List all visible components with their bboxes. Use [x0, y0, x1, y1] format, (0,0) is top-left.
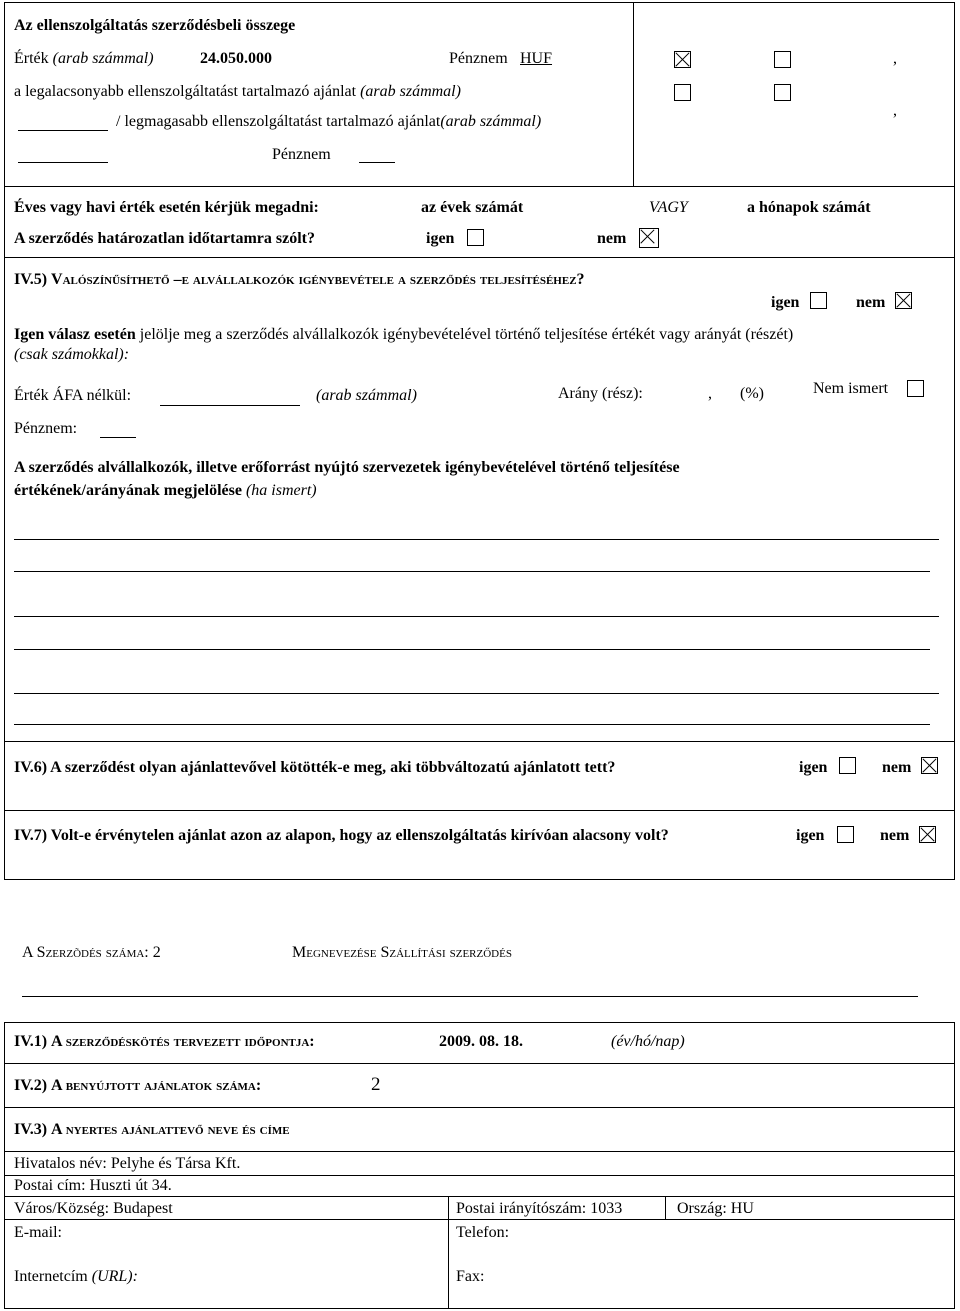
ratio-comma: ,: [708, 385, 712, 402]
country: Ország: HU: [677, 1200, 754, 1217]
iv7-yes-label: igen: [796, 827, 825, 844]
subcontract-line[interactable]: [14, 724, 930, 725]
highest-offer-label: / legmagasabb ellenszolgáltatást tartalmazó ajánlat(arab számmal): [116, 113, 542, 130]
table-rule: [4, 1196, 955, 1197]
iv6-no-checkbox[interactable]: [921, 757, 938, 774]
ratio-unit: (%): [740, 385, 764, 402]
indefinite-label: A szerződés határozatlan időtartamra szólt?: [14, 230, 315, 247]
fax: Fax:: [456, 1268, 485, 1285]
currency2-label: Pénznem: [272, 146, 331, 163]
highest-offer-field[interactable]: [18, 162, 108, 163]
indefinite-yes-checkbox[interactable]: [467, 229, 484, 246]
lowest-alt-checkbox[interactable]: [774, 84, 791, 101]
frame-rule: [4, 1063, 955, 1064]
iv2-value[interactable]: 2: [371, 1074, 381, 1095]
iv3-heading: IV.3) A nyertes ajánlattevő neve és címe: [14, 1121, 290, 1138]
iv5-heading: IV.5) Valószínűsíthető –e alvállalkozók igénybevétele a szerződés teljesítéséhez?: [14, 271, 585, 288]
subcontract-title: A szerződés alvállalkozók, illetve erőforrást nyújtó szervezetek igénybevételével történő teljesítése: [14, 459, 680, 476]
subcontract-line[interactable]: [14, 571, 930, 572]
decimal-comma: ,: [893, 50, 897, 67]
email: E-mail:: [14, 1224, 62, 1241]
frame-rule: [4, 1107, 955, 1108]
pnm-field[interactable]: [100, 437, 136, 438]
table-col-divider: [665, 1196, 666, 1219]
unknown-label: Nem ismert: [813, 380, 889, 397]
iv1-hint: (év/hó/nap): [611, 1033, 685, 1050]
web-address: Internetcím (URL):: [14, 1268, 138, 1285]
value-checkbox[interactable]: [674, 51, 691, 68]
currency-label: Pénznem: [449, 50, 508, 67]
iv1-heading: IV.1) A szerződéskötés tervezett időpontja:: [14, 1033, 315, 1050]
value-alt-checkbox[interactable]: [774, 51, 791, 68]
unknown-checkbox[interactable]: [907, 380, 924, 397]
decimal-comma: ,: [893, 102, 897, 119]
iv5-note: Igen válasz esetén jelölje meg a szerződés alvállalkozók igénybevételével történő teljesítése értékét vagy arányát (részét): [14, 326, 794, 343]
iv5-yes-label: igen: [771, 294, 800, 311]
subcontract-line[interactable]: [14, 616, 939, 617]
subcontract-line[interactable]: [14, 649, 930, 650]
subcontract-line[interactable]: [14, 693, 939, 694]
value-field[interactable]: 24.050.000: [200, 50, 272, 67]
lowest-checkbox[interactable]: [674, 84, 691, 101]
iv5-note-2: (csak számokkal):: [14, 346, 130, 363]
official-name: Hivatalos név: Pelyhe és Társa Kft.: [14, 1155, 241, 1172]
vat-label: Érték ÁFA nélkül:: [14, 387, 132, 404]
subcontract-line[interactable]: [14, 539, 939, 540]
postcode: Postai irányítószám: 1033: [456, 1200, 623, 1217]
contract-no-heading: A Szerzõdés száma: 2: [22, 944, 161, 961]
lowest-offer-field[interactable]: [18, 130, 108, 131]
iv7-question: IV.7) Volt-e érvénytelen ajánlat azon az alapon, hogy az ellenszolgáltatás kirívóan alacsony volt?: [14, 827, 669, 844]
table-col-divider: [448, 1196, 449, 1309]
section-title: Az ellenszolgáltatás szerződésbeli összege: [14, 17, 296, 34]
vat-field[interactable]: [160, 405, 300, 406]
frame-rule: [4, 810, 955, 811]
iv5-no-label: nem: [856, 294, 886, 311]
months-label: a hónapok számát: [747, 199, 871, 216]
frame-rule: [4, 257, 955, 258]
frame-rule: [4, 1151, 955, 1152]
indefinite-no-checkbox[interactable]: [639, 228, 659, 248]
lowest-offer-label: a legalacsonyabb ellenszolgáltatást tartalmazó ajánlat (arab számmal): [14, 83, 461, 100]
value-label: Érték (arab számmal): [14, 50, 154, 67]
frame-rule: [4, 741, 955, 742]
pnm-label: Pénznem:: [14, 420, 78, 437]
heading-rule: [22, 996, 918, 997]
subcontract-title-2: értékének/arányának megjelölése (ha ismert): [14, 482, 317, 499]
contract-value-frame: [4, 2, 955, 880]
annual-label: Éves vagy havi érték esetén kérjük megadni:: [14, 199, 319, 216]
iv2-heading: IV.2) A benyújtott ajánlatok száma:: [14, 1077, 262, 1094]
table-rule: [4, 1219, 955, 1220]
iv7-yes-checkbox[interactable]: [837, 826, 854, 843]
iv6-yes-checkbox[interactable]: [839, 757, 856, 774]
iv7-no-checkbox[interactable]: [919, 826, 936, 843]
table-rule: [4, 1175, 955, 1176]
city: Város/Község: Budapest: [14, 1200, 173, 1217]
indefinite-no-label: nem: [597, 230, 627, 247]
ratio-label: Arány (rész):: [558, 385, 643, 402]
frame-divider: [633, 2, 634, 186]
iv6-no-label: nem: [882, 759, 912, 776]
iv1-date[interactable]: 2009. 08. 18.: [439, 1033, 523, 1050]
currency2-field[interactable]: [359, 162, 395, 163]
iv6-question: IV.6) A szerződést olyan ajánlattevővel kötötték-e meg, aki többváltozatú ajánlatott tett?: [14, 759, 616, 776]
frame-rule: [4, 186, 955, 187]
phone: Telefon:: [456, 1224, 510, 1241]
iv5-yes-checkbox[interactable]: [810, 292, 827, 309]
indefinite-yes-label: igen: [426, 230, 455, 247]
iv5-no-checkbox[interactable]: [895, 292, 912, 309]
iv6-yes-label: igen: [799, 759, 828, 776]
contract-name-heading: Megnevezése Szállítási szerződés: [292, 944, 512, 961]
postal-address: Postai cím: Huszti út 34.: [14, 1177, 172, 1194]
currency-field[interactable]: HUF: [520, 50, 553, 67]
or-label: VAGY: [649, 199, 688, 216]
vat-hint: (arab számmal): [316, 387, 417, 404]
iv7-no-label: nem: [880, 827, 910, 844]
years-label: az évek számát: [421, 199, 524, 216]
